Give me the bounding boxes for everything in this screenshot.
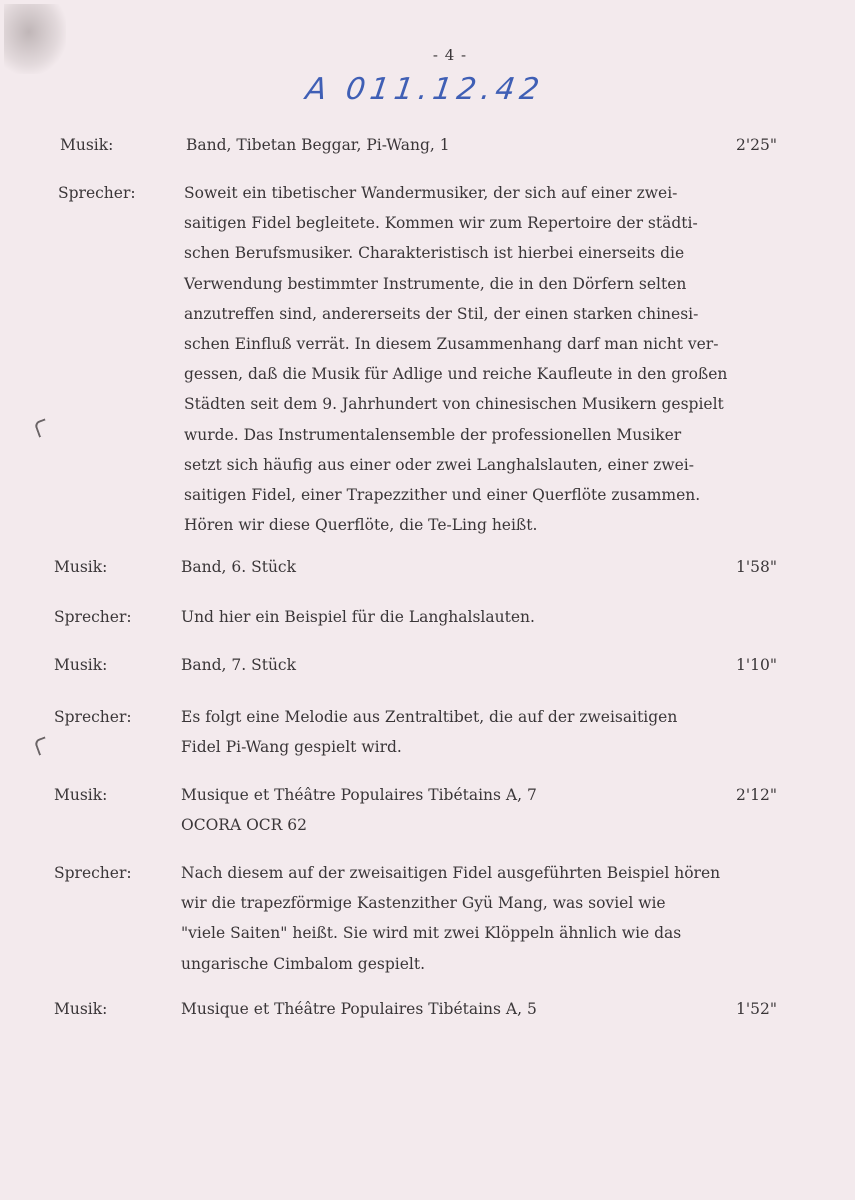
text-line: gessen, daß die Musik für Adlige und reiche Kaufleute in den großen xyxy=(184,365,728,384)
text-line: Hören wir diese Querflöte, die Te-Ling heißt. xyxy=(184,516,538,535)
text-line: Musique et Théâtre Populaires Tibétains A, 5 xyxy=(181,1000,537,1018)
text-line: Band, 7. Stück xyxy=(181,656,297,674)
text-line: Nach diesem auf der zweisaitigen Fidel ausgeführten Beispiel hören xyxy=(181,864,721,882)
text-line: wurde. Das Instrumentalensemble der professionellen Musiker xyxy=(184,425,682,444)
entry-text xyxy=(181,858,781,979)
text-line: saitigen Fidel, einer Trapezzither und einer Querflöte zusammen. xyxy=(184,486,701,505)
text-line: schen Berufsmusiker. Charakteristisch ist hierbei einerseits die xyxy=(184,244,685,263)
punch-hole-mark xyxy=(34,418,51,437)
text-line: wir die trapezförmige Kastenzither Gyü Mang, was soviel wie xyxy=(181,894,666,913)
role-label: Sprecher: xyxy=(54,864,132,882)
text-line: Städten seit dem 9. Jahrhundert von chinesischen Musikern gespielt xyxy=(184,395,724,414)
text-line: Band, Tibetan Beggar, Pi-Wang, 1 xyxy=(186,136,450,154)
duration: 2'12" xyxy=(736,786,777,804)
text-line: Verwendung bestimmter Instrumente, die in den Dörfern selten xyxy=(184,274,687,293)
text-line: schen Einfluß verrät. In diesem Zusammenhang darf man nicht ver- xyxy=(184,335,719,354)
duration: 1'58" xyxy=(736,558,777,576)
text-line: anzutreffen sind, andererseits der Stil, der einen starken chinesi- xyxy=(184,304,699,323)
text-line: saitigen Fidel begleitete. Kommen wir zum Repertoire der städti- xyxy=(184,214,698,233)
duration: 1'10" xyxy=(736,656,777,674)
text-line: Soweit ein tibetischer Wandermusiker, der sich auf einer zwei- xyxy=(184,184,678,202)
text-line: "viele Saiten" heißt. Sie wird mit zwei Klöppeln ähnlich wie das xyxy=(181,924,682,943)
role-label: Musik: xyxy=(54,786,108,804)
role-label: Musik: xyxy=(60,136,114,154)
role-label: Sprecher: xyxy=(58,184,136,202)
role-label: Musik: xyxy=(54,656,108,674)
role-label: Musik: xyxy=(54,558,108,576)
duration: 2'25" xyxy=(736,136,777,154)
text-line: Es folgt eine Melodie aus Zentraltibet, die auf der zweisaitigen xyxy=(181,708,678,726)
entry-text xyxy=(181,602,781,632)
punch-hole-mark xyxy=(34,736,51,755)
role-label: Musik: xyxy=(54,1000,108,1018)
text-line: Und hier ein Beispiel für die Langhalslauten. xyxy=(181,608,535,626)
text-line: Band, 6. Stück xyxy=(181,558,297,576)
page-number: - 4 - xyxy=(432,46,468,64)
role-label: Sprecher: xyxy=(54,608,132,626)
text-line: Fidel Pi-Wang gespielt wird. xyxy=(181,738,402,757)
text-line: ungarische Cimbalom gespielt. xyxy=(181,954,426,973)
handwritten-reference: A 011.12.42 xyxy=(303,72,547,107)
duration: 1'52" xyxy=(736,1000,777,1018)
entry-text xyxy=(184,178,784,540)
role-label: Sprecher: xyxy=(54,708,132,726)
text-line: OCORA OCR 62 xyxy=(181,816,307,835)
text-line: Musique et Théâtre Populaires Tibétains A, 7 xyxy=(181,786,537,804)
entry-text xyxy=(181,702,781,762)
text-line: setzt sich häufig aus einer oder zwei Langhalslauten, einer zwei- xyxy=(184,455,694,474)
